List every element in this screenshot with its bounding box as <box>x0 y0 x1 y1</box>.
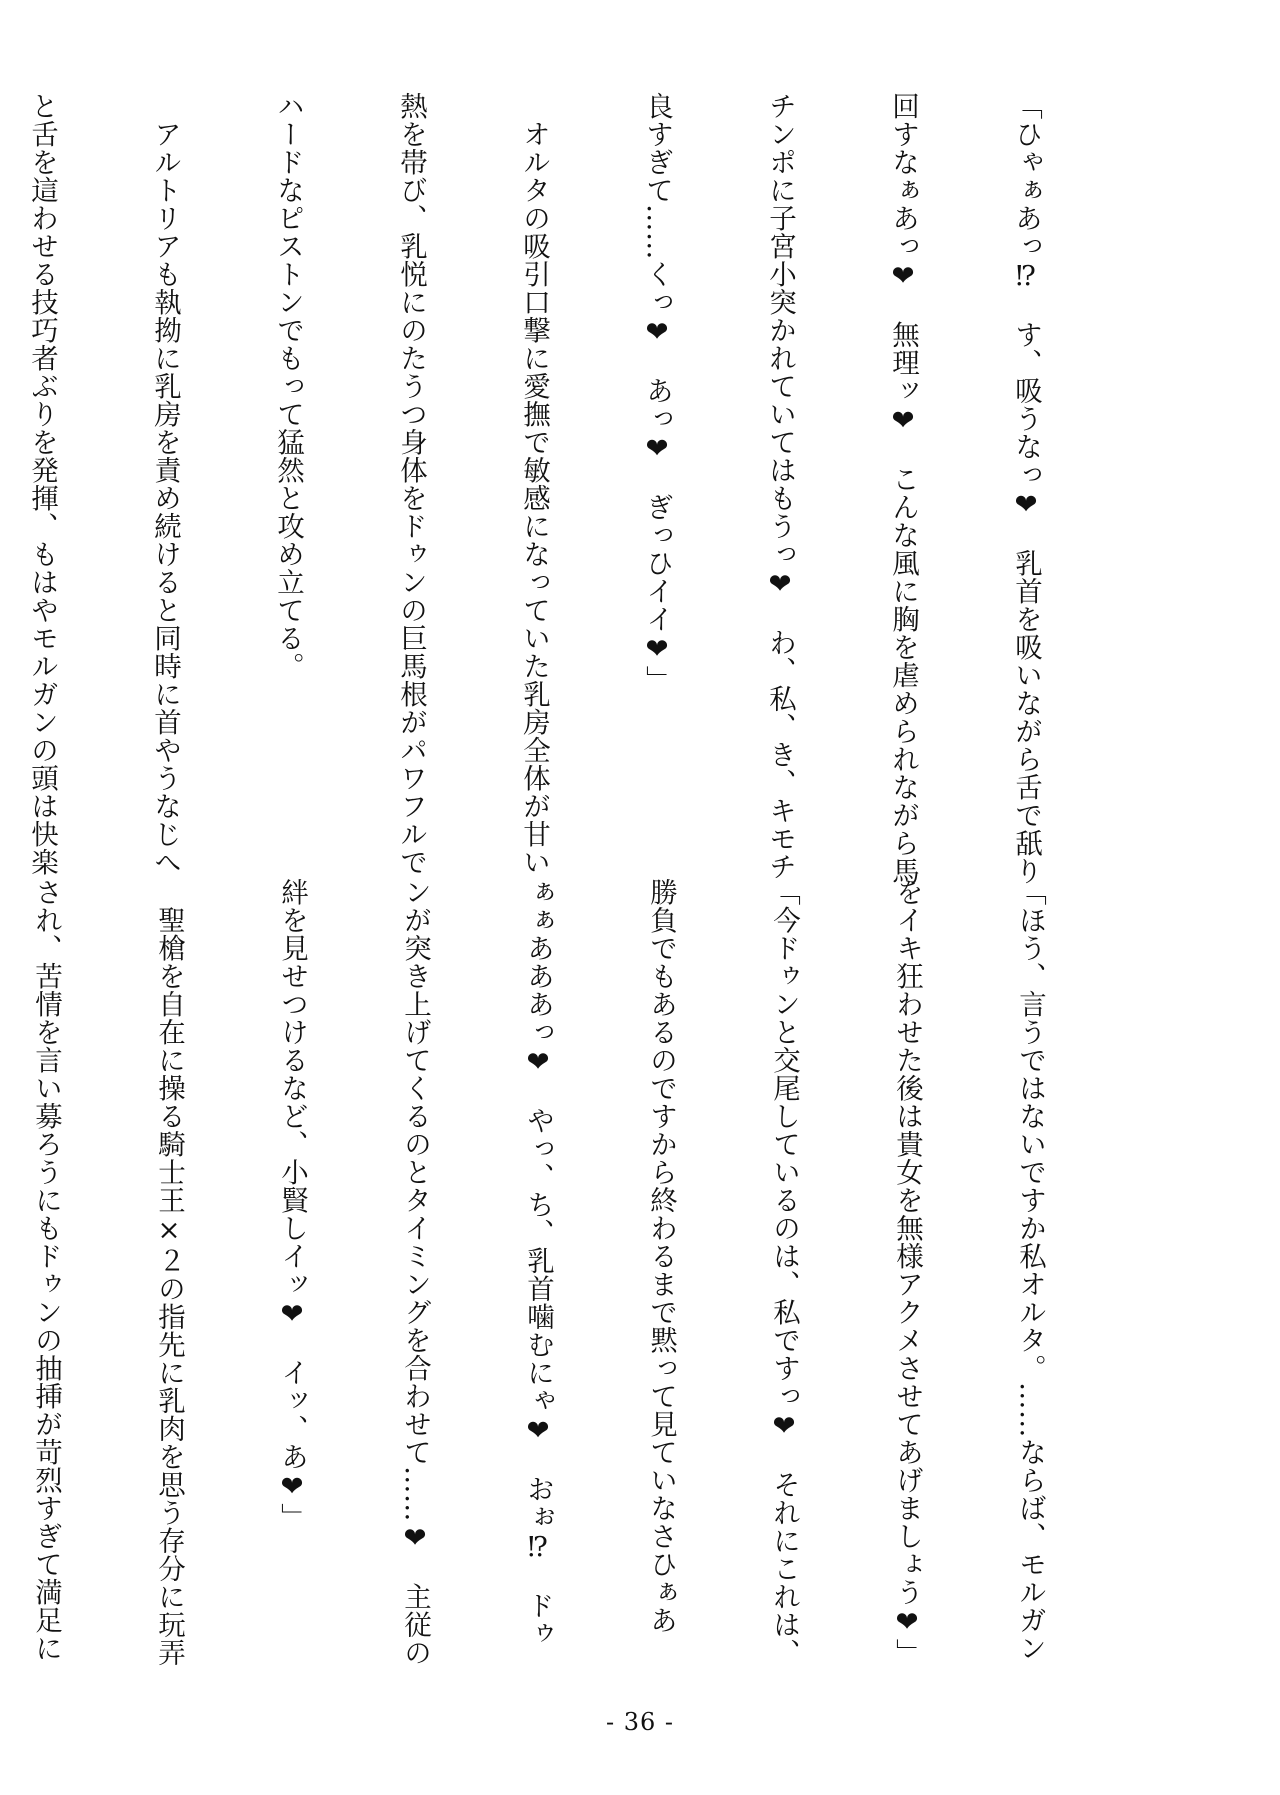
page-number: - 36 - <box>605 1708 674 1736</box>
text-line: 「ほう、言うではないですか私オルタ。……ならば、モルガン <box>1014 878 1046 1662</box>
text-line: ハードなピストンでもって猛然と攻め立てる。 <box>272 92 304 680</box>
text-line: チンポに子宮小突かれていてはもうっ❤ わ、私、き、キモチ <box>764 92 796 881</box>
text-line: と舌を這わせる技巧者ぶりを発揮、もはやモルガンの頭は快楽 <box>26 92 58 876</box>
text-block-bottom <box>30 878 1132 1667</box>
text-line: ンが突き上げてくるのとタイミングを合わせて……❤ 主従の <box>399 878 431 1667</box>
text-line: 良すぎて……くっ❤ あっ❤ ぎっひイイ❤」 <box>641 92 673 694</box>
text-line: 回すなぁあっ❤ 無理ッ❤ こんな風に胸を虐められながら馬 <box>887 92 919 885</box>
text-block-top <box>26 92 1128 885</box>
text-line: 絆を見せつけるなど、小賢しイッ❤ イッ、あ❤」 <box>276 878 308 1531</box>
text-line: 聖槍を自在に操る騎士王×２の指先に乳肉を思う存分に玩弄 <box>153 878 185 1667</box>
text-line: 「ひゃぁあっ⁉ す、吸うなっ❤ 乳首を吸いながら舌で舐り <box>1010 92 1042 885</box>
text-line: をイキ狂わせた後は貴女を無様アクメさせてあげましょう❤」 <box>891 878 923 1667</box>
text-line: 「今ドゥンと交尾しているのは、私ですっ❤ それにこれは、 <box>768 878 800 1667</box>
text-line: され、苦情を言い募ろうにもドゥンの抽挿が苛烈すぎて満足に <box>30 878 62 1662</box>
text-line: ぁぁあああっ❤ やっ、ち、乳首噛むにゃ❤ おぉ⁉ ドゥ <box>522 878 554 1648</box>
text-line: アルトリアも執拗に乳房を責め続けると同時に首やうなじへ <box>149 92 181 876</box>
text-line: 熱を帯び、乳悦にのたうつ身体をドゥンの巨馬根がパワフルで <box>395 92 427 876</box>
text-line: 勝負でもあるのですから終わるまで黙って見ていなさひぁあ <box>645 878 677 1634</box>
text-line: オルタの吸引口撃に愛撫で敏感になっていた乳房全体が甘い <box>518 92 550 876</box>
